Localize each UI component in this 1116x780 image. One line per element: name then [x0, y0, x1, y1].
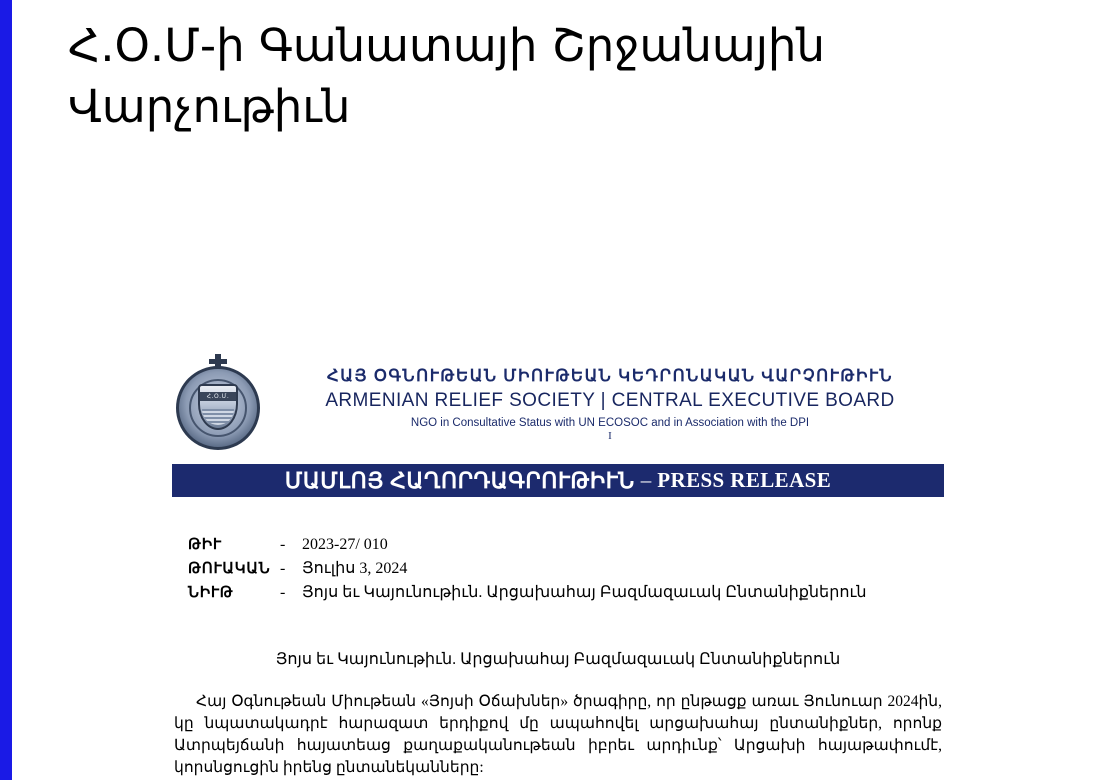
slide-accent-strip — [0, 0, 12, 780]
page-title: Հ.Օ.Մ-ի Գանատայի Շրջանային Վարչութիւն — [68, 19, 825, 133]
meta-value-subject: Յոյս եւ Կայունութիւն. Արցախահայ Բազմազաւակ Ընտանիքներուն — [302, 584, 867, 601]
crest-waves-icon — [202, 409, 234, 425]
meta-value-number: 2023-27/ 010 — [302, 536, 388, 553]
meta-label-date: ԹՈՒԱԿԱՆ — [188, 561, 271, 577]
document-subject-heading: Յոյս եւ Կայունութիւն. Արցախահայ Բազմազաւակ Ընտանիքներուն — [275, 651, 841, 668]
meta-row — [188, 581, 944, 605]
document-meta-block — [172, 533, 944, 605]
org-name-english: ARMENIAN RELIEF SOCIETY | CENTRAL EXECUTIVE BOARD — [325, 390, 895, 411]
meta-label-subject: ՆԻՒԹ — [188, 585, 234, 601]
meta-value-date: Յուլիս 3, 2024 — [302, 560, 408, 577]
meta-dash: - — [280, 560, 286, 577]
paragraph-text: Հայ Օգնութեան Միութեան «Յոյսի Օճախներ» ծրագիրը, որ ընթացք առաւ Յունուար 2024ին, կը նպատակադրէ հարազատ երդիքով մը ապահովել արցախահայ ընտանիքներ, որոնք Ատրպեյճանի հայատեաց քաղաքականութեան իբրեւ արդիւնք՝ Արցախի հայաթափումէ, կորսնցուցին իրենց ընտանեկանները: — [174, 693, 942, 776]
org-ngo-status: NGO in Consultative Status with UN ECOSOC and in Association with the DPI — [410, 417, 810, 429]
letterhead-text — [264, 352, 944, 442]
document-letterhead — [172, 352, 944, 458]
press-release-banner — [172, 464, 944, 497]
crest-initials: Հ.Օ.Մ. — [200, 392, 236, 401]
meta-dash: - — [280, 584, 286, 601]
press-release-document — [172, 352, 944, 779]
press-release-label-english: PRESS RELEASE — [657, 468, 832, 492]
document-body-paragraph — [172, 691, 944, 779]
press-release-label-armenian: ՄԱՄԼՈՅ ՀԱՂՈՐԴԱԳՐՈՒԹԻՒՆ — [284, 467, 635, 493]
org-name-armenian: ՀԱՅ ՕԳՆՈՒԹԵԱՆ ՄԻՈՒԹԵԱՆ ԿԵԴՐՈՆԱԿԱՆ ՎԱՐՉՈՒԹԻՒՆ — [326, 366, 894, 385]
press-release-dash: – — [640, 468, 652, 492]
ars-crest-logo — [172, 354, 264, 458]
meta-dash: - — [280, 536, 286, 553]
meta-label-number: ԹԻՒ — [188, 537, 222, 553]
meta-row — [188, 533, 944, 557]
letterhead-divider-mark: I — [608, 430, 612, 442]
meta-row — [188, 557, 944, 581]
